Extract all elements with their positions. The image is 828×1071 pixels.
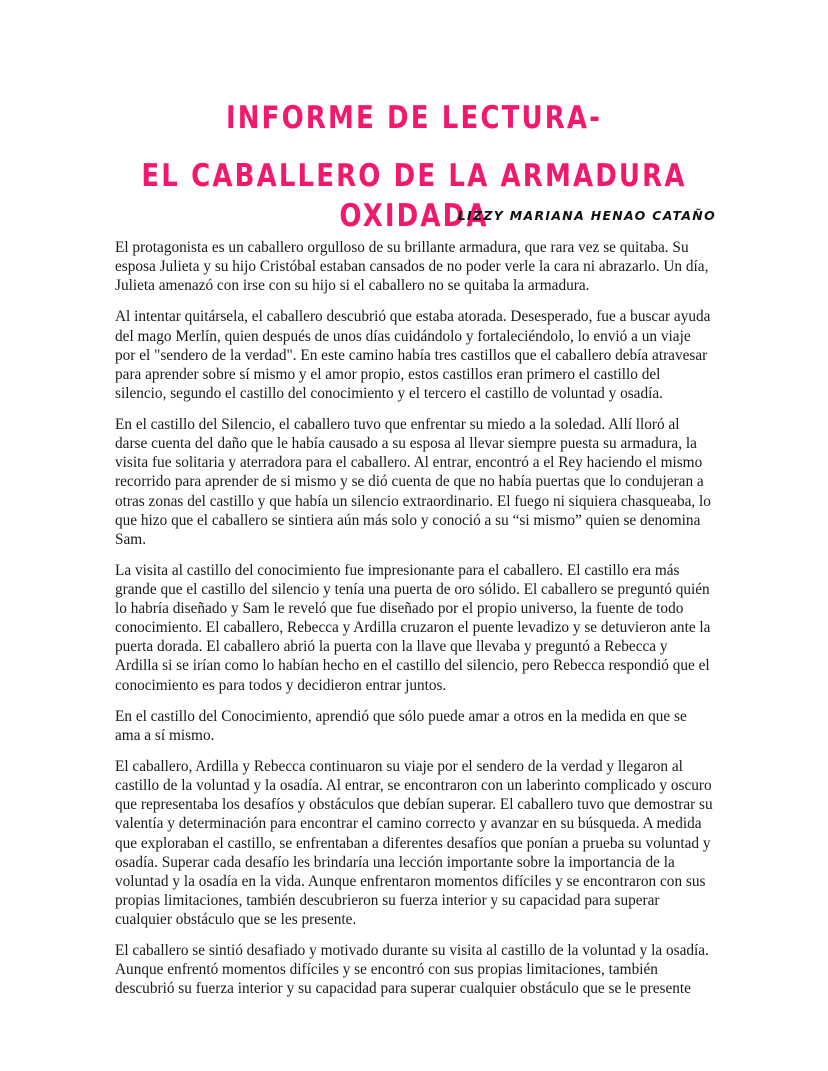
paragraph-6: El caballero, Ardilla y Rebecca continuaron su viaje por el sendero de la verdad y llegaron al castillo de la voluntad y la osadía. Al entrar, se encontraron con un laberinto complicado y oscuro que representaba los desafíos y obstáculos que debían superar. El caballero tuvo que demostrar su valentía y determinación para encontrar el camino correcto y avanzar en su búsqueda. A medida que exploraban el castillo, se enfrentaban a diferentes desafíos que ponían a prueba su voluntad y osadía. Superar cada desafío les brindaría una lección importante sobre la importancia de la voluntad y la osadía en la vida. Aunque enfrentaron momentos difíciles y se encontraron con sus propias limitaciones, también descubrieron su fuerza interior y su capacidad para superar cualquier obstáculo que se les presente. [115, 758, 713, 928]
document-title-line-1: INFORME DE LECTURA- [225, 100, 603, 136]
paragraph-2: Al intentar quitársela, el caballero descubrió que estaba atorada. Desesperado, fue a buscar ayuda del mago Merlín, quien después de unos días cuidándolo y fortaleciéndolo, lo envió a un viaje por el "sendero de la verdad". En este camino había tres castillos que el caballero debía atravesar para aprender sobre sí mismo y el amor propio, estos castillos eran primero el castillo del silencio, segundo el castillo del conocimiento y el tercero el castillo de voluntad y osadía. [115, 308, 711, 402]
paragraph-4: La visita al castillo del conocimiento fue impresionante para el caballero. El castillo era más grande que el castillo del silencio y tenía una puerta de oro sólido. El caballero se preguntó quién lo habría diseñado y Sam le reveló que fue diseñado por el propio universo, la fuente de todo conocimiento. El caballero, Rebecca y Ardilla cruzaron el puente levadizo y se detuvieron ante la puerta dorada. El caballero abrió la puerta con la llave que llevaba y preguntó a Rebecca y Ardilla si se irían como lo habían hecho en el castillo del silencio, pero Rebecca respondió que el conocimiento es para todos y decidieron entrar juntos. [115, 561, 711, 694]
paragraph-3: En el castillo del Silencio, el caballero tuvo que enfrentar su miedo a la soledad. Allí lloró al darse cuenta del daño que le había causado a su esposa al llevar siempre puesta su armadura, la visita fue solitaria y aterradora para el caballero. Al entrar, encontró a el Rey haciendo el mismo recorrido para aprender de si mismo y se dió cuenta de que no había puertas que lo condujeran a otras zonas del castillo y que había un silencio extraordinario. El fuego ni siquiera chasqueaba, lo que hizo que el caballero se sintiera aún más solo y conoció a su “si mismo” quien se denomina Sam. [115, 416, 711, 548]
document-title-line-2: EL CABALLERO DE LA ARMADURA OXIDADA [141, 158, 687, 234]
paragraph-1: El protagonista es un caballero orgulloso de su brillante armadura, que rara vez se quitaba. Su esposa Julieta y su hijo Cristóbal estaban cansados de no poder verle la cara ni abrazarlo. Un día, Julieta amenazó con irse con su hijo si el caballero no se quitaba la armadura. [115, 239, 709, 295]
document-body [115, 238, 713, 1011]
paragraph-5: En el castillo del Conocimiento, aprendió que sólo puede amar a otros en la medida en que se ama a sí mismo. [115, 707, 687, 744]
paragraph-7: El caballero se sintió desafiado y motivado durante su visita al castillo de la voluntad y la osadía. Aunque enfrentó momentos difíciles y se encontró con sus propias limitaciones, también descubrió su fuerza interior y su capacidad para superar cualquier obstáculo que se le presente [115, 942, 709, 998]
author-name: LIZZY MARIANA HENAO CATAÑO [457, 208, 716, 223]
